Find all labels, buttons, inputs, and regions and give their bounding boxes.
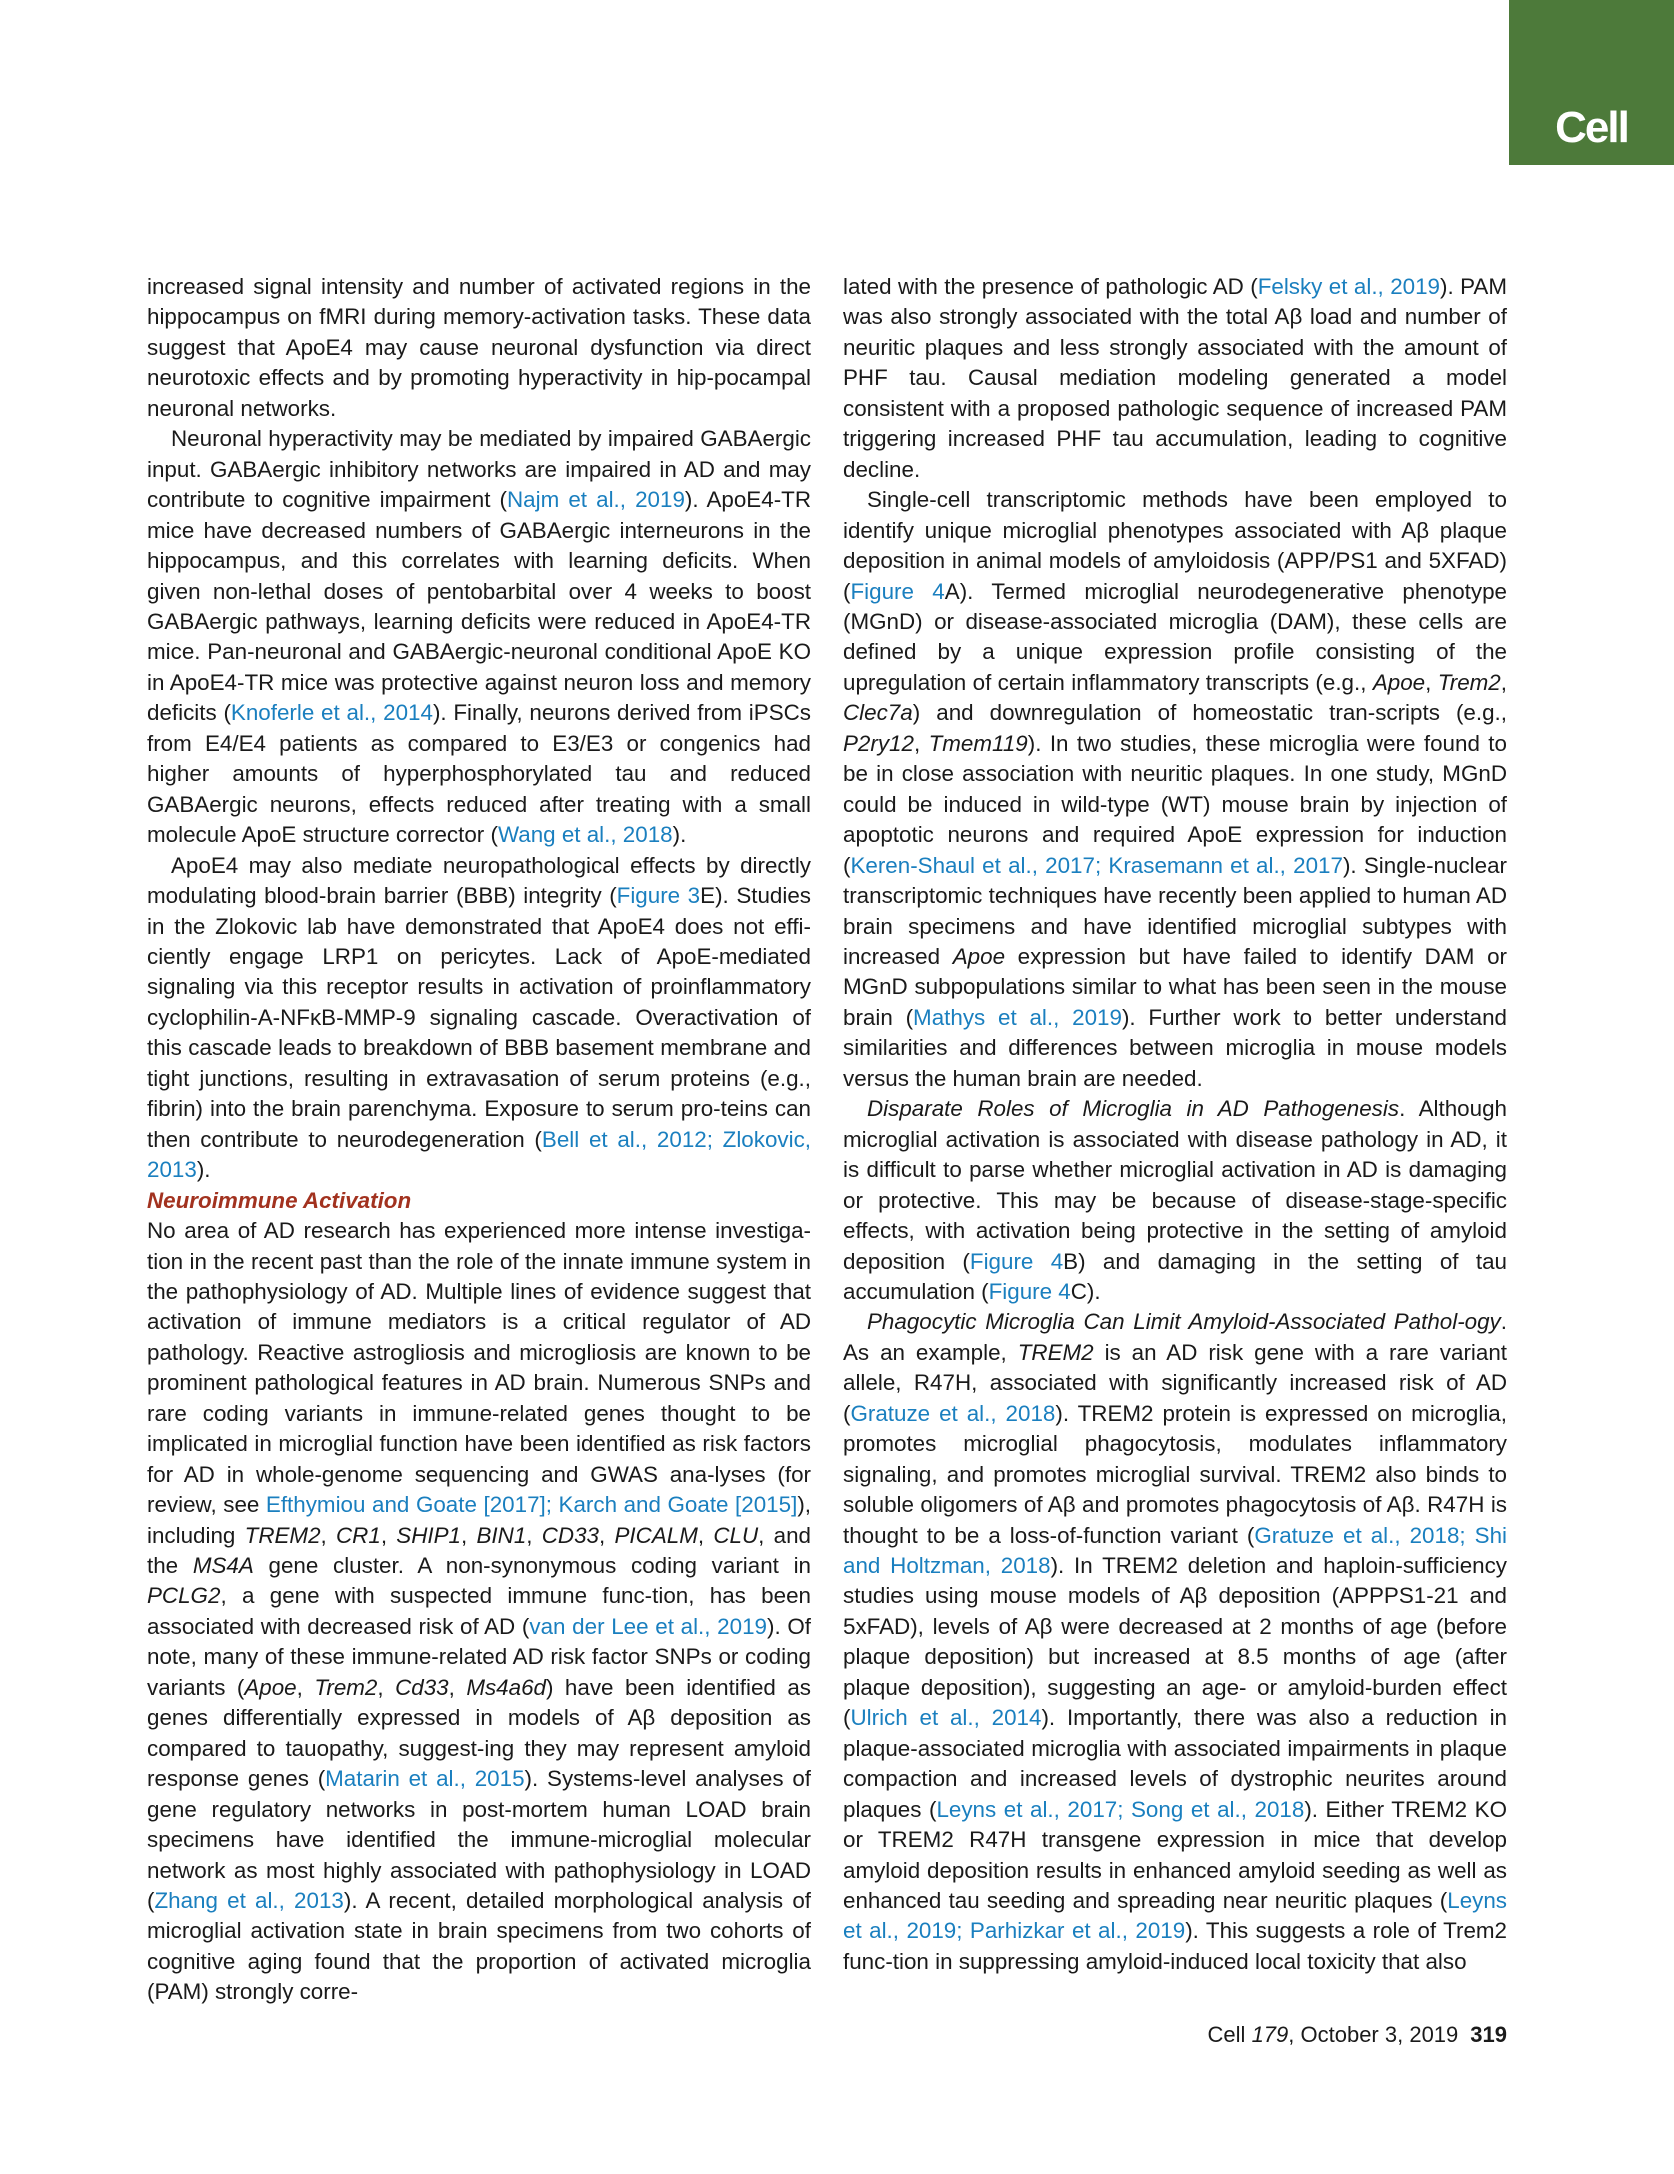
citation-link[interactable]: Zhang et al., 2013 <box>154 1888 344 1914</box>
figure-link[interactable]: Figure 4 <box>850 578 945 604</box>
text: No area of AD research has experienced more intense investiga-tion in the recent past than the role of the innate immune system in the pathophysiology of AD. Multiple lines of evidence suggest that activation of immune mediators is a critical regulator of AD pathology. Reactive astrogliosis and microgliosis are known to be prominent pathological features in AD brain. Numerous SNPs and rare coding variants in immune-related genes thought to be implicated in microglial function have been identified as risk factors for AD in whole-genome sequencing and GWAS ana-lyses (for review, see <box>147 1218 811 1518</box>
text: . Although microglial activation is associated with disease pathology in AD, it is difficult to parse whether microglial activation in AD is damaging or protective. This may be because of disease-stage-specific effects, with activation being protective in the setting of amyloid deposition ( <box>843 1096 1507 1274</box>
citation-link[interactable]: Wang et al., 2018 <box>497 822 673 848</box>
text: ). In two studies, these microglia were found to be in close association with neuritic plaques. In one study, MGnD could be induced in wild-type (WT) mouse brain by injection of apoptotic neurons and required ApoE expression for induction ( <box>843 730 1507 878</box>
gene-name: Apoe <box>244 1674 297 1700</box>
text: gene cluster. A non-synonymous coding variant in <box>253 1553 811 1579</box>
paragraph <box>147 272 811 424</box>
text: ). Further work to better understand similarities and differences between microglia in mouse models versus the human brain are needed. <box>843 1004 1508 1091</box>
text: . As an example, <box>843 1309 1507 1365</box>
text: , <box>697 1522 714 1548</box>
footer-date: , October 3, 2019 <box>1288 2022 1459 2047</box>
text: ). This suggests a role of Trem2 func-tion in suppressing amyloid-induced local toxicity that also <box>843 1918 1508 1974</box>
figure-link[interactable]: Figure 4 <box>988 1278 1071 1304</box>
text: is an AD risk gene with a rare variant allele, R47H, associated with significantly increased risk of AD ( <box>843 1339 1507 1426</box>
text: E). Studies in the Zlokovic lab have demonstrated that ApoE4 does not effi-ciently engage LRP1 on pericytes. Lack of ApoE-mediated signaling via this receptor results in activation of proinflammatory cyclophilin-A-NFκB-MMP-9 signaling cascade. Overactivation of this cascade leads to breakdown of BBB basement membrane and tight junctions, resulting in extravasation of serum proteins (e.g., fibrin) into the brain parenchyma. Exposure to serum pro-teins can then contribute to neurodegeneration ( <box>147 883 811 1152</box>
text: ). <box>196 1157 211 1183</box>
citation-link[interactable]: Bell et al., 2012; Zlokovic, 2013 <box>147 1126 811 1183</box>
text: expression but have failed to identify DAM or MGnD subpopulations similar to what has been seen in the mouse brain ( <box>843 943 1507 1030</box>
text: , a gene with suspected immune func-tion, has been associated with decreased risk of AD ( <box>147 1583 811 1639</box>
gene-name: Clec7a <box>843 700 913 726</box>
text: , <box>526 1522 542 1548</box>
citation-link[interactable]: Ulrich et al., 2014 <box>850 1705 1042 1731</box>
text: , <box>320 1522 337 1548</box>
text: ), including <box>147 1492 811 1548</box>
citation-link[interactable]: Felsky et al., 2019 <box>1257 274 1441 299</box>
gene-name: PCLG2 <box>147 1583 221 1609</box>
text: C). <box>1070 1278 1101 1304</box>
footer-journal: Cell <box>1207 2022 1246 2047</box>
text: ). Finally, neurons derived from iPSCs from E4/E4 patients as compared to E3/E3 or congenics had higher amounts of hyperphosphorylated tau and reduced GABAergic neurons, effects reduced after treating with a small molecule ApoE structure corrector ( <box>147 700 811 848</box>
text: ). Single-nuclear transcriptomic techniques have recently been applied to human AD brain specimens and have identified microglial subtypes with increased <box>843 852 1507 969</box>
paragraph <box>843 485 1507 1094</box>
paragraph <box>147 1216 811 2008</box>
text: ). TREM2 protein is expressed on microglia, promotes microglial phagocytosis, modulates inflammatory signaling, and promotes microglial survival. TREM2 also binds to soluble oligomers of Aβ and promotes phagocytosis of Aβ. R47H is thought to be a loss-of-function variant ( <box>843 1400 1507 1548</box>
journal-logo <box>1509 0 1674 165</box>
text: , <box>599 1522 615 1548</box>
text: B) and damaging in the setting of tau accumulation ( <box>843 1248 1507 1304</box>
text: , <box>1425 669 1438 695</box>
citation-link[interactable]: Gratuze et al., 2018; Shi and Holtzman, 2018 <box>843 1522 1507 1579</box>
text: Single-cell transcriptomic methods have been employed to identify unique microglial phenotypes associated with Aβ plaque deposition in animal models of amyloidosis (APP/PS1 and 5XFAD) ( <box>843 487 1507 604</box>
section-heading: Neuroimmune Activation <box>147 1187 412 1213</box>
text: increased signal intensity and number of activated regions in the hippocampus on fMRI during memory-activation tasks. These data suggest that ApoE4 may cause neuronal dysfunction via direct neurotoxic effects and by promoting hyperactivity in hip-pocampal neuronal networks. <box>147 274 811 421</box>
footer-volume: 179 <box>1251 2022 1289 2047</box>
paragraph <box>147 424 811 850</box>
journal-logo-text: Cell <box>1555 103 1628 152</box>
left-column <box>147 272 811 2008</box>
gene-name: BIN1 <box>476 1522 527 1548</box>
text: Neuronal hyperactivity may be mediated by impaired GABAergic input. GABAergic inhibitory networks are impaired in AD and may contribute to cognitive impairment ( <box>147 426 811 513</box>
text: ). Systems-level analyses of gene regulatory networks in post-mortem human LOAD brain specimens have identified the immune-microglial molecular network as most highly associated with pathophysiology in LOAD ( <box>147 1766 811 1914</box>
gene-name: Apoe <box>1372 669 1426 695</box>
page-number: 319 <box>1470 2022 1507 2047</box>
paragraph <box>843 1307 1507 1977</box>
text: ). A recent, detailed morphological analysis of microglial activation state in brain specimens from two cohorts of cognitive aging found that the proportion of activated microglia (PAM) strongly corre- <box>147 1888 811 2005</box>
gene-name: MS4A <box>192 1553 254 1579</box>
citation-link[interactable]: Leyns et al., 2017; Song et al., 2018 <box>936 1796 1305 1822</box>
text: ). <box>672 822 687 848</box>
text: ) have been identified as genes differentially expressed in models of Aβ deposition as compared to tauopathy, suggest-ing they may represent amyloid response genes ( <box>147 1674 811 1792</box>
gene-name: TREM2 <box>244 1522 321 1548</box>
gene-name: CR1 <box>336 1522 381 1548</box>
text: ). PAM was also strongly associated with the total Aβ load and number of neuritic plaques and less strongly associated with the amount of PHF tau. Causal mediation modeling generated a model consistent with a proposed pathologic sequence of increased PAM triggering increased PHF tau accumulation, leading to cognitive decline. <box>843 274 1507 482</box>
citation-link[interactable]: Knoferle et al., 2014 <box>230 700 433 726</box>
text: ) and downregulation of homeostatic tran-scripts (e.g., <box>912 700 1507 726</box>
paragraph <box>843 1094 1507 1307</box>
paragraph <box>843 272 1507 485</box>
gene-name: Cd33 <box>395 1674 449 1700</box>
gene-name: Trem2 <box>314 1674 378 1700</box>
run-in-heading: Phagocytic Microglia Can Limit Amyloid-Associated Pathol-ogy <box>867 1309 1501 1335</box>
text: , <box>461 1522 477 1548</box>
text: ). In TREM2 deletion and haploin-sufficiency studies using mouse models of Aβ deposition (APPPS1-21 and 5xFAD), levels of Aβ were decreased at 2 months of age (before plaque deposition) but increased at 8.5 months of age (after plaque deposition), suggesting an age- or amyloid-burden effect ( <box>843 1553 1507 1731</box>
gene-name: CLU <box>713 1522 759 1548</box>
text: , <box>1500 669 1507 695</box>
text: , <box>448 1674 467 1700</box>
citation-link[interactable]: Mathys et al., 2019 <box>913 1004 1122 1030</box>
text: , <box>377 1674 396 1700</box>
text: , <box>380 1522 397 1548</box>
page-footer <box>1208 2022 1507 2048</box>
figure-link[interactable]: Figure 4 <box>969 1248 1064 1274</box>
gene-name: TREM2 <box>1017 1339 1094 1365</box>
figure-link[interactable]: Figure 3 <box>616 883 701 909</box>
text: ). Importantly, there was also a reduction in plaque-associated microglia with associated impairments in plaque compaction and increased levels of dystrophic neurites around plaques ( <box>843 1705 1507 1822</box>
citation-link[interactable]: Matarin et al., 2015 <box>325 1766 525 1792</box>
gene-name: SHIP1 <box>396 1522 462 1548</box>
gene-name: Trem2 <box>1437 669 1501 695</box>
text: A). Termed microglial neurodegenerative phenotype (MGnD) or disease-associated microglia (DAM), these cells are defined by a unique expression profile consisting of the upregulation of certain inflammatory transcripts (e.g., <box>843 578 1507 695</box>
text: ApoE4 may also mediate neuropathological effects by directly modulating blood-brain barrier (BBB) integrity ( <box>147 852 811 909</box>
text: lated with the presence of pathologic AD ( <box>843 274 1258 299</box>
paragraph <box>147 851 811 1186</box>
citation-link[interactable]: van der Lee et al., 2019 <box>529 1613 767 1639</box>
text: ). ApoE4-TR mice have decreased numbers of GABAergic interneurons in the hippocampus, and this correlates with learning deficits. When given non-lethal doses of pentobarbital over 4 weeks to boost GABAergic pathways, learning deficits were reduced in ApoE4-TR mice. Pan-neuronal and GABAergic-neuronal conditional ApoE KO in ApoE4-TR mice was protective against neuron loss and memory deficits ( <box>147 487 811 726</box>
citation-link[interactable]: Efthymiou and Goate [2017]; Karch and Goate [2015] <box>265 1492 798 1518</box>
text: ). Of note, many of these immune-related AD risk factor SNPs or coding variants ( <box>147 1613 811 1700</box>
gene-name: P2ry12 <box>843 730 914 756</box>
gene-name: Apoe <box>952 943 1006 969</box>
text: ). Either TREM2 KO or TREM2 R47H transgene expression in mice that develop amyloid deposition results in enhanced amyloid seeding as well as enhanced tau seeding and spreading near neuritic plaques ( <box>843 1796 1507 1914</box>
text: , <box>296 1674 315 1700</box>
text: , and the <box>147 1522 811 1579</box>
citation-link[interactable]: Gratuze et al., 2018 <box>850 1400 1056 1426</box>
citation-link[interactable]: Najm et al., 2019 <box>507 487 685 513</box>
gene-name: PICALM <box>614 1522 698 1548</box>
gene-name: Tmem119 <box>928 730 1028 756</box>
gene-name: CD33 <box>541 1522 600 1548</box>
citation-link[interactable]: Leyns et al., 2019; Parhizkar et al., 2019 <box>843 1888 1507 1944</box>
run-in-heading: Disparate Roles of Microglia in AD Pathogenesis <box>867 1096 1400 1122</box>
text: , <box>913 730 929 756</box>
right-column <box>843 272 1507 1977</box>
citation-link[interactable]: Keren-Shaul et al., 2017; Krasemann et al., 2017 <box>850 852 1343 878</box>
gene-name: Ms4a6d <box>466 1674 546 1700</box>
